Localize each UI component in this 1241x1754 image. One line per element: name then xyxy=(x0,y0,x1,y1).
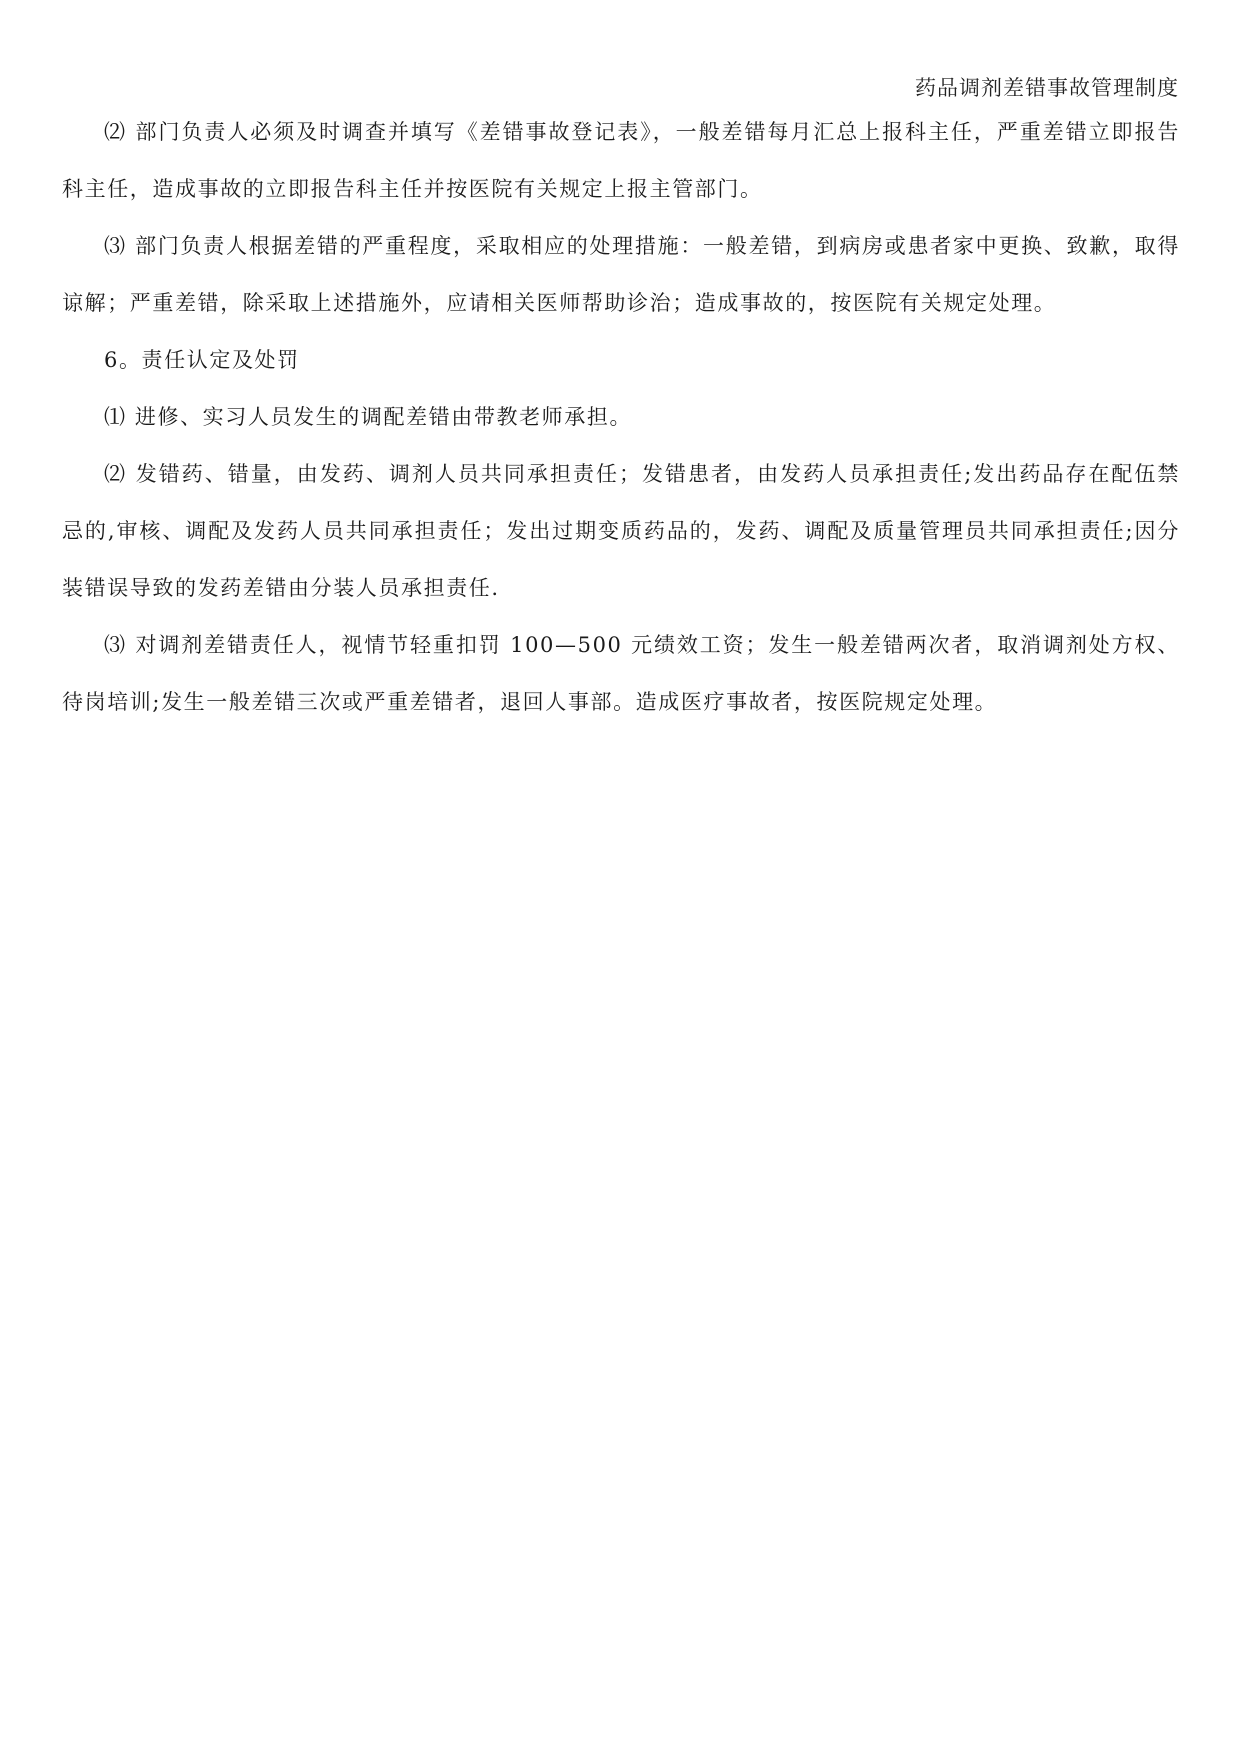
running-header: 药品调剂差错事故管理制度 xyxy=(915,76,1179,100)
document-body xyxy=(62,104,1180,731)
paragraph-2-reporting: ⑵ 部门负责人必须及时调查并填写《差错事故登记表》，一般差错每月汇总上报科主任，严重差错立即报告科主任，造成事故的立即报告科主任并按医院有关规定上报主管部门。 xyxy=(62,120,1180,201)
paragraph-2-responsibility: ⑵ 发错药、错量，由发药、调剂人员共同承担责任；发错患者，由发药人员承担责任;发出药品存在配伍禁忌的,审核、调配及发药人员共同承担责任；发出过期变质药品的，发药、调配及质量管理员共同承担责任;因分装错误导致的发药差错由分装人员承担责任. xyxy=(62,462,1180,600)
paragraph-1-trainees: ⑴ 进修、实习人员发生的调配差错由带教老师承担。 xyxy=(104,405,633,429)
paragraph-3-handling-measures: ⑶ 部门负责人根据差错的严重程度，采取相应的处理措施：一般差错，到病房或患者家中更换、致歉，取得谅解；严重差错，除采取上述措施外，应请相关医师帮助诊治；造成事故的，按医院有关规定处理。 xyxy=(62,234,1180,315)
section-heading-responsibility: 6。责任认定及处罚 xyxy=(104,348,300,372)
paragraph-3-penalties: ⑶ 对调剂差错责任人，视情节轻重扣罚 100—500 元绩效工资；发生一般差错两次者，取消调剂处方权、待岗培训;发生一般差错三次或严重差错者，退回人事部。造成医疗事故者，按医院规定处理。 xyxy=(62,633,1180,714)
